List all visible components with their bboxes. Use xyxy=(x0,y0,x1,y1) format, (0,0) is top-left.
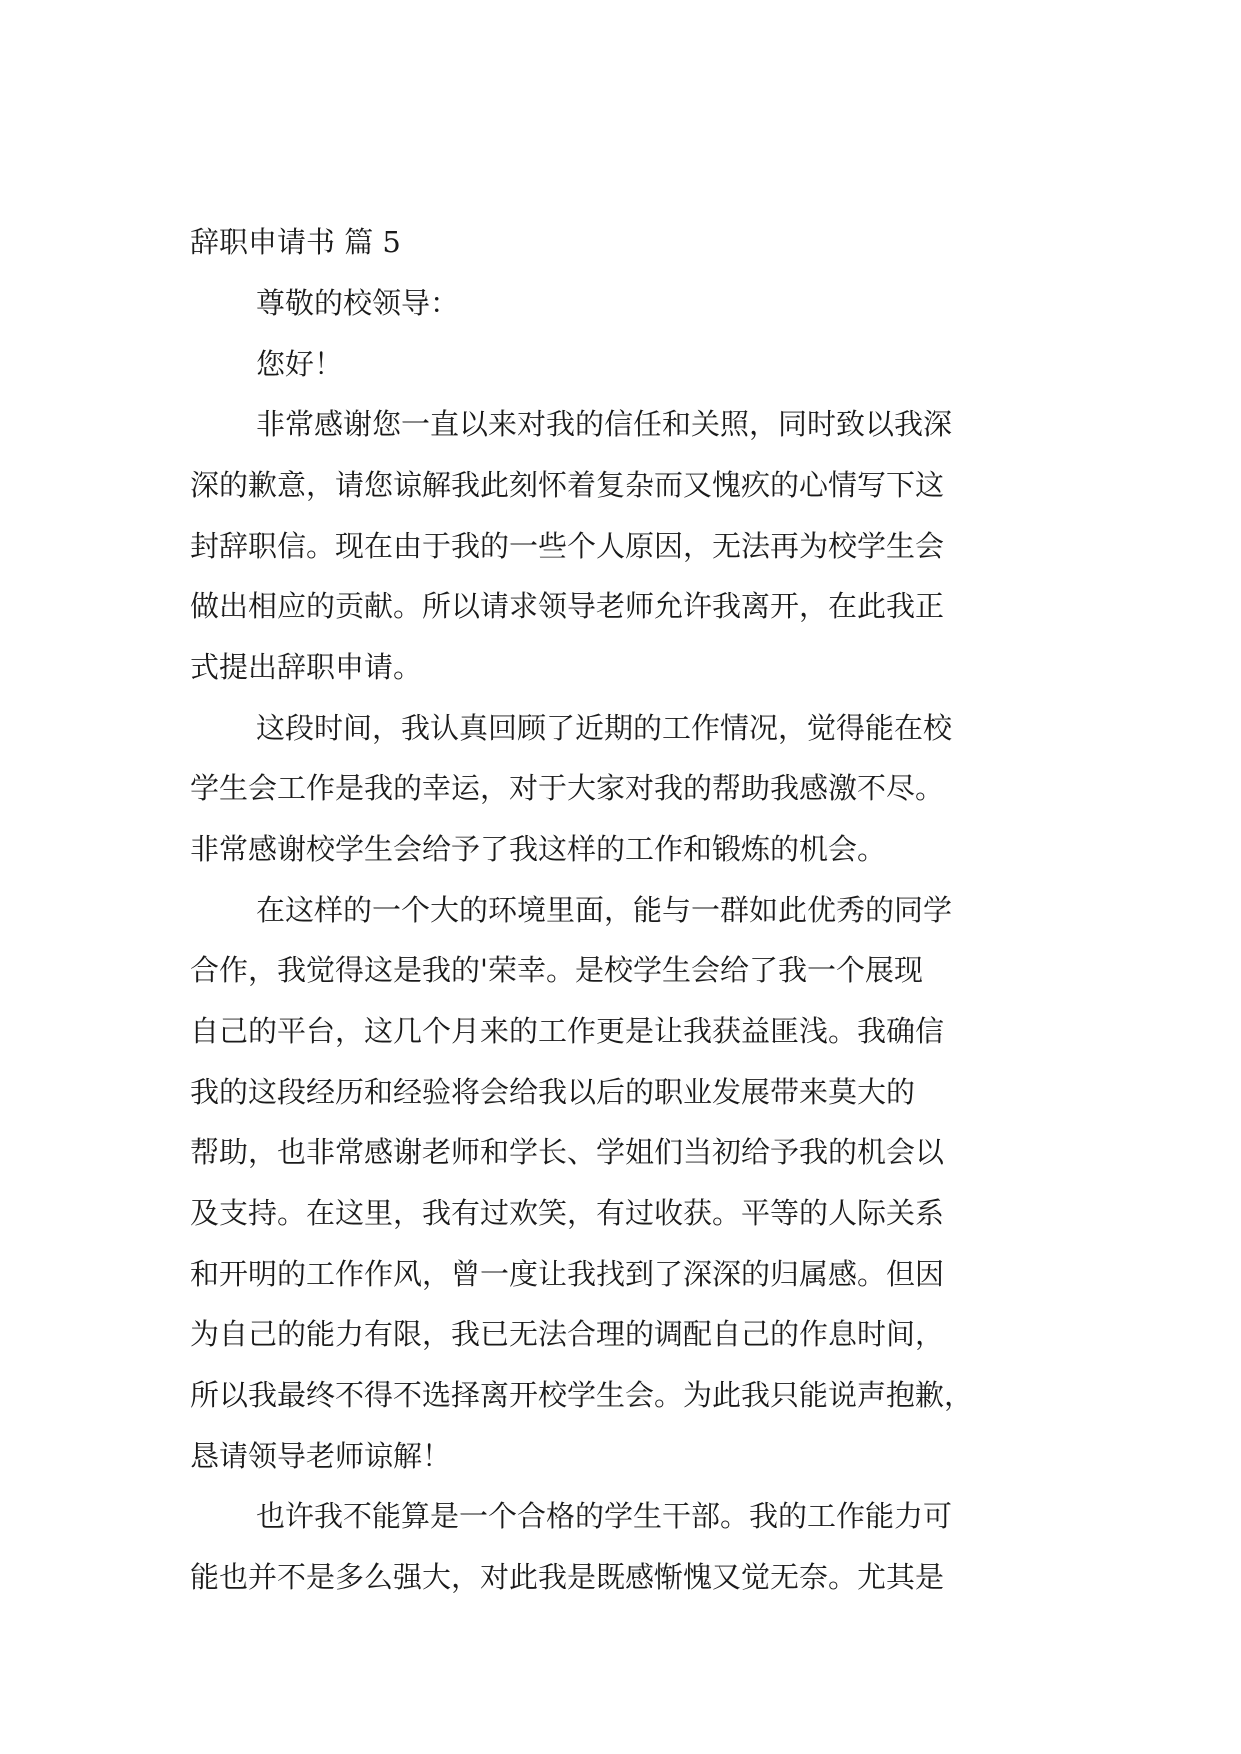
paragraph-line: 这段时间，我认真回顾了近期的工作情况，觉得能在校 xyxy=(256,711,953,745)
paragraph-line: 能也并不是多么强大，对此我是既感惭愧又觉无奈。尤其是 xyxy=(190,1560,945,1594)
paragraph-line: 封辞职信。现在由于我的一些个人原因，无法再为校学生会 xyxy=(190,529,945,563)
paragraph-line: 学生会工作是我的幸运，对于大家对我的帮助我感激不尽。 xyxy=(190,771,945,805)
paragraph-line: 式提出辞职申请。 xyxy=(190,650,423,684)
paragraph-line: 也许我不能算是一个合格的学生干部。我的工作能力可 xyxy=(256,1499,953,1533)
paragraph-line: 深的歉意，请您谅解我此刻怀着复杂而又愧疚的心情写下这 xyxy=(190,468,945,502)
greeting: 您好！ xyxy=(256,347,344,381)
paragraph-line: 非常感谢您一直以来对我的信任和关照，同时致以我深 xyxy=(256,407,953,441)
paragraph-line: 做出相应的贡献。所以请求领导老师允许我离开，在此我正 xyxy=(190,589,945,623)
paragraph-line: 我的这段经历和经验将会给我以后的职业发展带来莫大的 xyxy=(190,1075,916,1109)
paragraph-line: 非常感谢校学生会给予了我这样的工作和锻炼的机会。 xyxy=(190,832,887,866)
paragraph-line: 和开明的工作作风，曾一度让我找到了深深的归属感。但因 xyxy=(190,1257,945,1291)
paragraph-line: 自己的平台，这几个月来的工作更是让我获益匪浅。我确信 xyxy=(190,1014,945,1048)
paragraph-line: 合作，我觉得这是我的'荣幸。是校学生会给了我一个展现 xyxy=(190,953,923,987)
paragraph-line: 为自己的能力有限，我已无法合理的调配自己的作息时间， xyxy=(190,1317,945,1351)
paragraph-line: 恳请领导老师谅解！ xyxy=(190,1439,452,1473)
paragraph-line: 帮助，也非常感谢老师和学长、学姐们当初给予我的机会以 xyxy=(190,1135,945,1169)
paragraph-line: 及支持。在这里，我有过欢笑，有过收获。平等的人际关系 xyxy=(190,1196,945,1230)
salutation: 尊敬的校领导： xyxy=(256,286,460,320)
paragraph-line: 所以我最终不得不选择离开校学生会。为此我只能说声抱歉， xyxy=(190,1378,974,1412)
paragraph-line: 在这样的一个大的环境里面，能与一群如此优秀的同学 xyxy=(256,893,953,927)
document-title: 辞职申请书 篇 5 xyxy=(190,225,401,259)
